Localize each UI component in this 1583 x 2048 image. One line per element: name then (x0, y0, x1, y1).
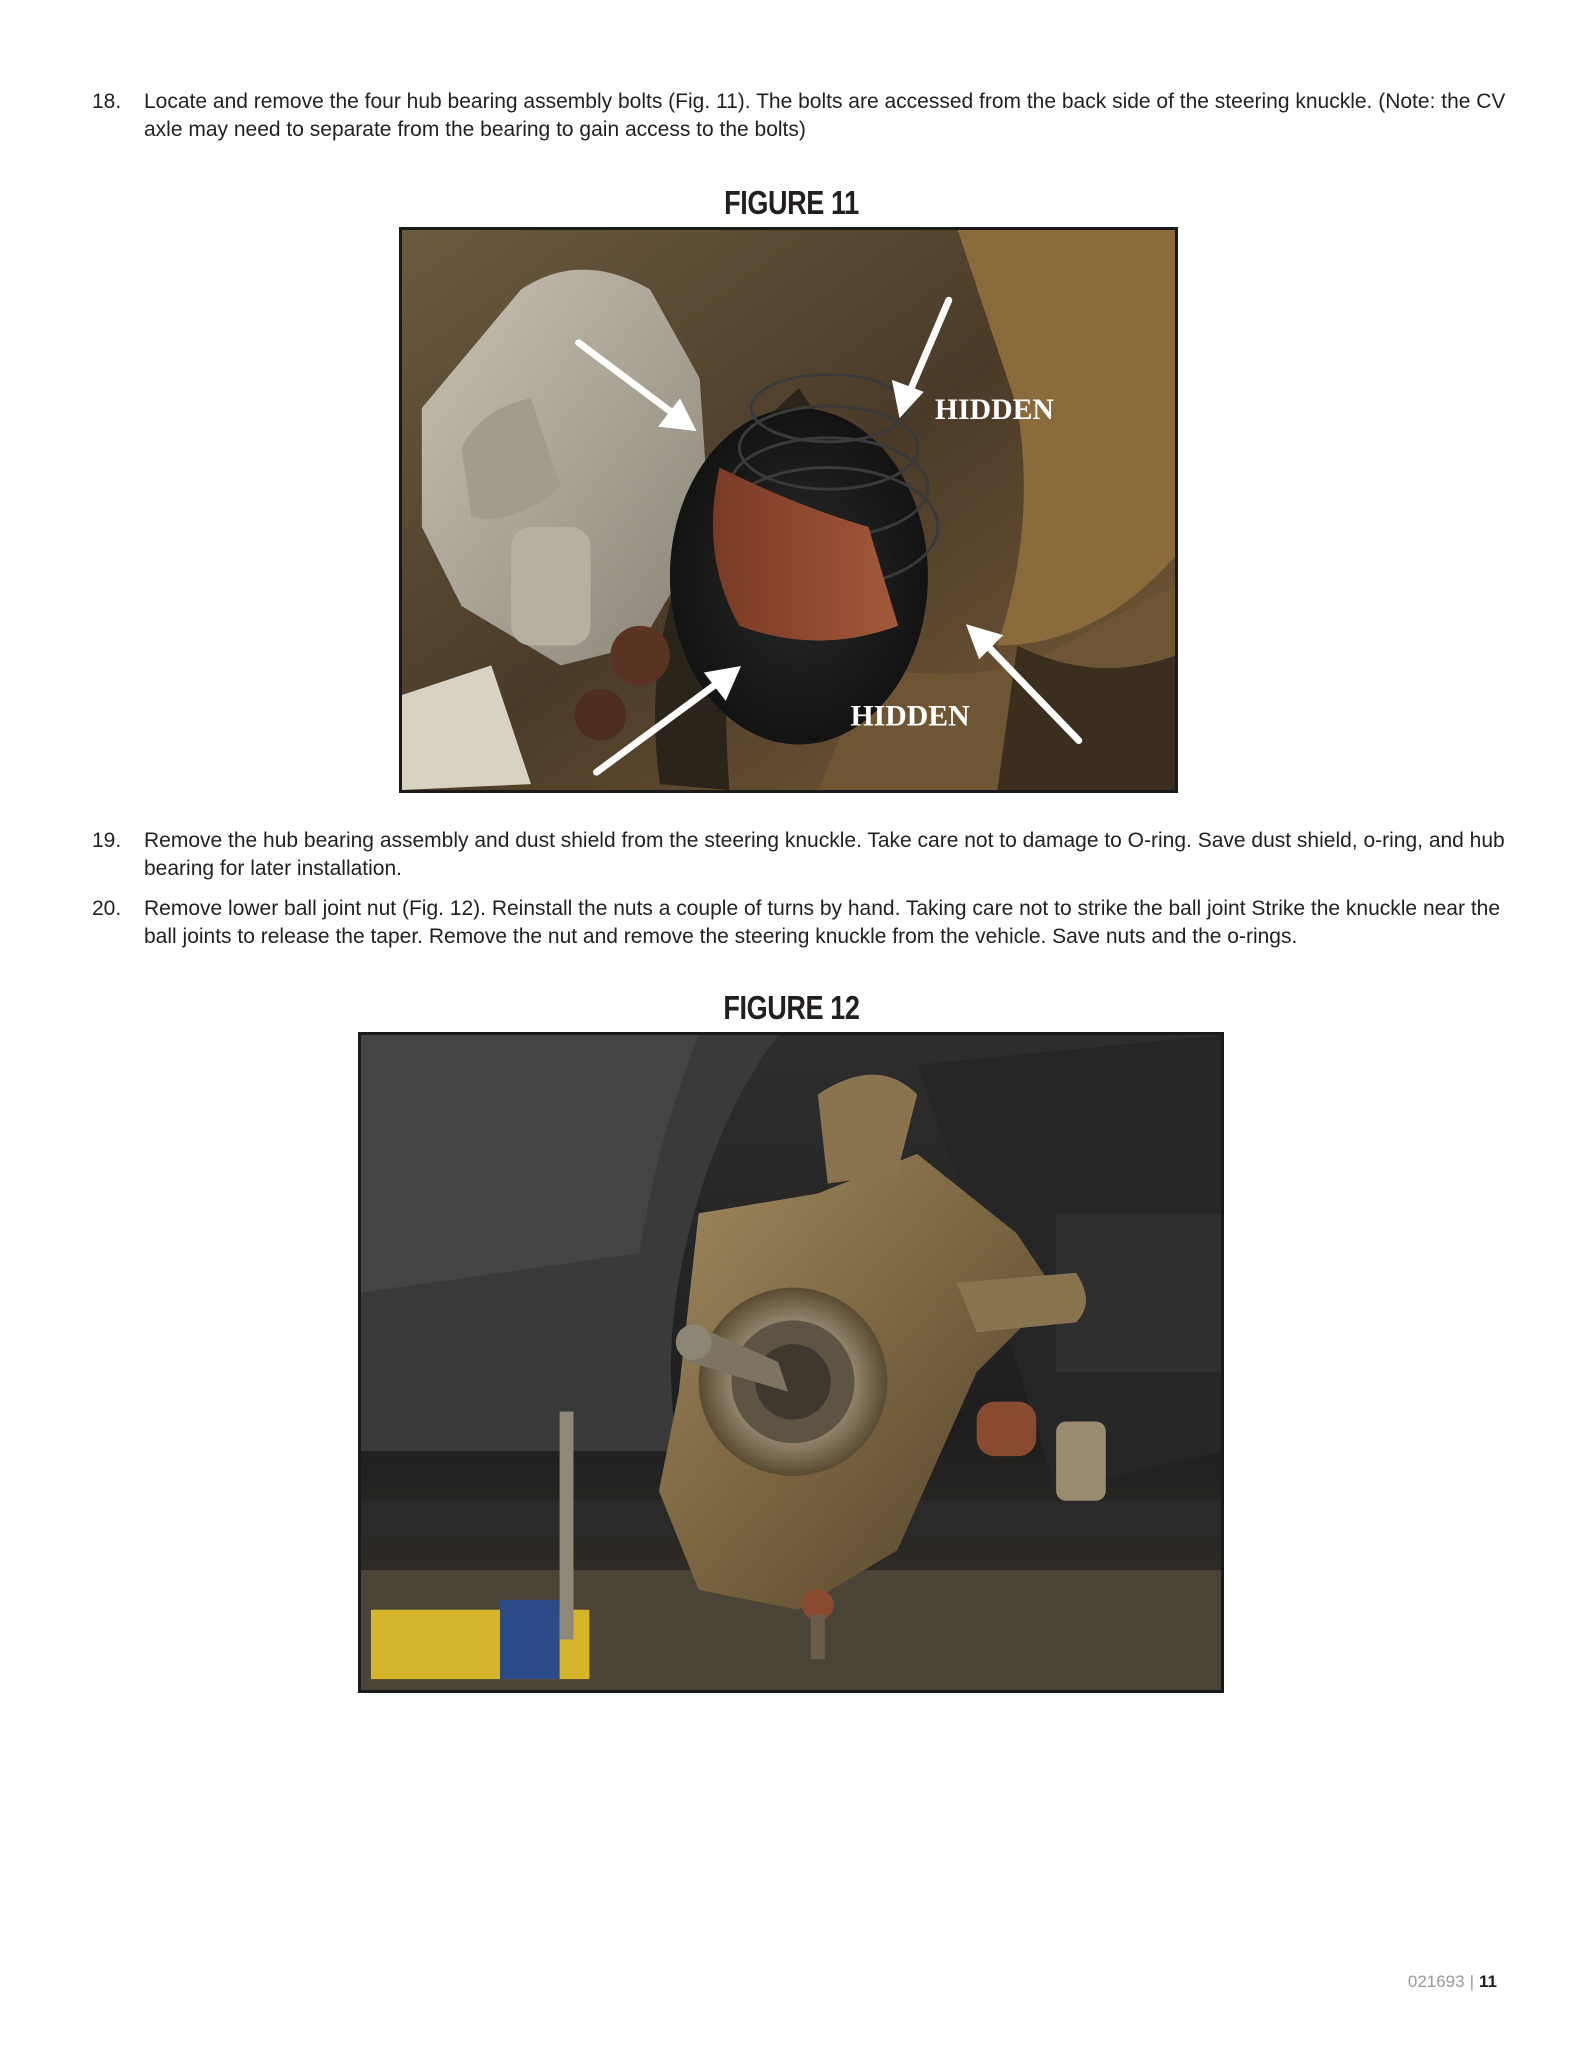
steering-knuckle-back-photo (402, 230, 1175, 790)
step-text: Remove lower ball joint nut (Fig. 12). Reinstall the nuts a couple of turns by hand. Taking care not to strike the ball joint Strike the knuckle near the ball joints to release the taper. Remove the nut and remove the steering knuckle from the vehicle. Save nuts and the o-rings. (144, 897, 1501, 948)
page-number: 11 (1479, 1972, 1497, 1991)
figure-11-title: FIGURE 11 (724, 184, 859, 221)
figure-12-photo (358, 1032, 1224, 1693)
step-number: 20. (92, 897, 122, 920)
step-text: Remove the hub bearing assembly and dust shield from the steering knuckle. Take care not to damage to O-ring. Save dust shield, o-ring, and hub bearing for later installation. (144, 829, 1505, 880)
steering-knuckle-removal-photo (361, 1035, 1221, 1690)
step-number: 19. (92, 829, 122, 852)
figure-11-photo (399, 227, 1178, 793)
step-number: 18. (92, 90, 122, 113)
page-footer (1408, 1972, 1497, 1992)
hidden-label-top: HIDDEN (934, 394, 1054, 426)
step-text: Locate and remove the four hub bearing assembly bolts (Fig. 11). The bolts are accessed from the back side of the steering knuckle. (Note: the CV axle may need to separate from the bearing to gain access to the bolts) (144, 90, 1506, 141)
figure-12-title: FIGURE 12 (723, 989, 860, 1026)
document-number: 021693 (1407, 1972, 1465, 1991)
hidden-label-bottom: HIDDEN (850, 700, 970, 733)
footer-separator: | (1469, 1972, 1475, 1991)
